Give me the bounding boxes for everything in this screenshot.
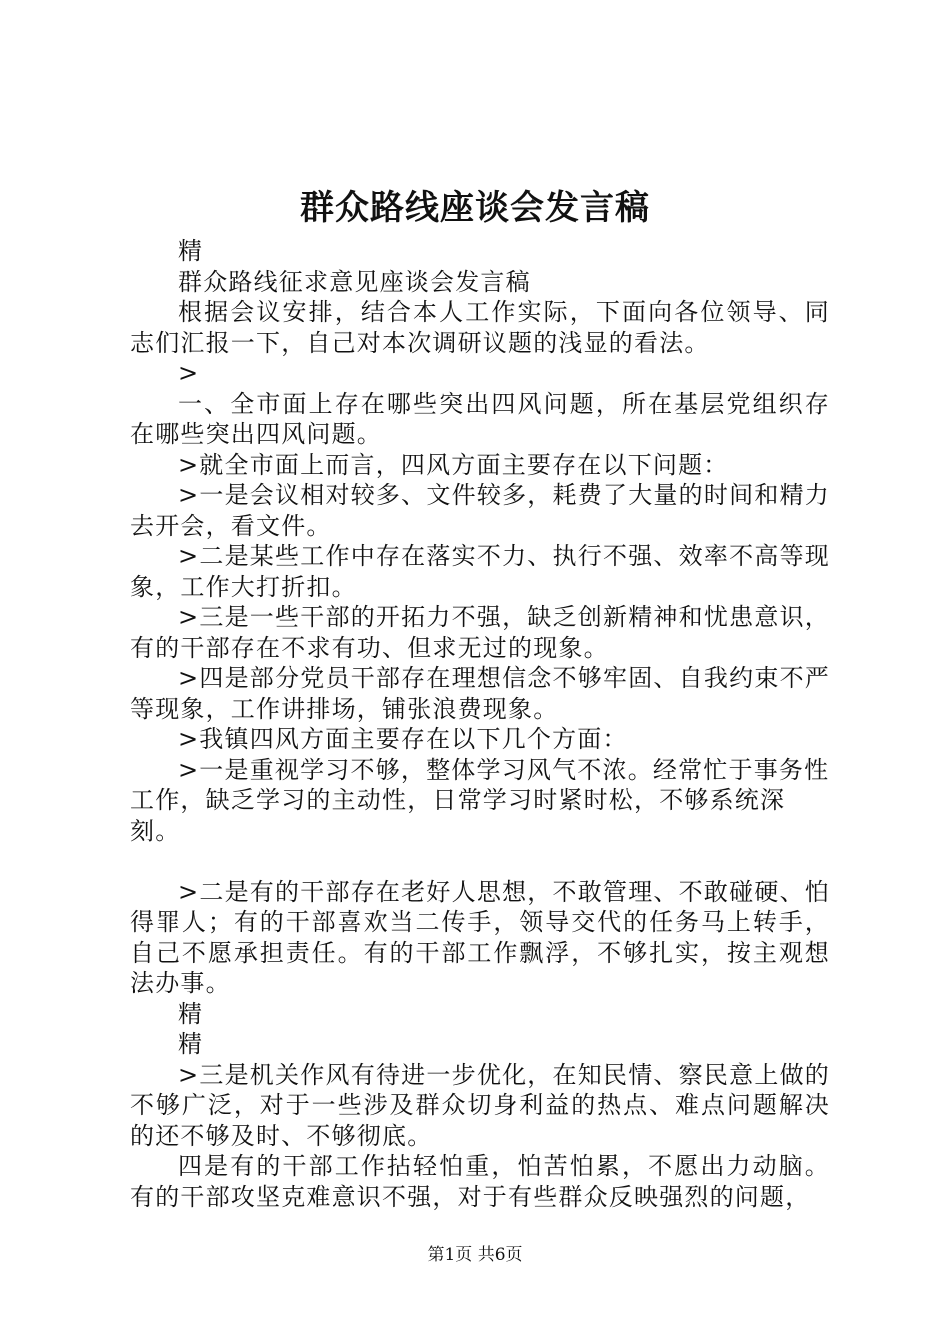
paragraph: 精 — [178, 237, 204, 265]
blank-line — [130, 846, 830, 877]
paragraph: >二是有的干部存在老好人思想，不敢管理、不敢碰硬、怕得罪人；有的干部喜欢当二传手，领导交代的任务马上转手，自己不愿承担责任。有的干部工作飘浮，不够扎实，按主观想法办事。 — [130, 877, 830, 997]
paragraph: 精 — [178, 999, 204, 1028]
paragraph: > — [178, 359, 200, 387]
paragraph: >一是会议相对较多、文件较多，耗费了大量的时间和精力去开会，看文件。 — [130, 481, 830, 540]
paragraph: 根据会议安排，结合本人工作实际，下面向各位领导、同志们汇报一下，自己对本次调研议题的浅显的看法。 — [130, 298, 830, 357]
paragraph: >一是重视学习不够，整体学习风气不浓。经常忙于事务性工作，缺乏学习的主动性，日常学习时紧时松，不够系统深刻。 — [130, 755, 830, 845]
paragraph: >我镇四风方面主要存在以下几个方面： — [178, 725, 628, 753]
paragraph: 四是有的干部工作拈轻怕重，怕苦怕累，不愿出力动脑。有的干部攻坚克难意识不强，对于有些群众反映强烈的问题， — [130, 1152, 830, 1211]
paragraph: >二是某些工作中存在落实不力、执行不强、效率不高等现象，工作大打折扣。 — [130, 542, 830, 601]
document-title: 群众路线座谈会发言稿 — [300, 188, 650, 228]
paragraph: 群众路线征求意见座谈会发言稿 — [178, 267, 531, 296]
paragraph: >三是一些干部的开拓力不强，缺乏创新精神和忧患意识，有的干部存在不求有功、但求无过的现象。 — [130, 603, 830, 662]
paragraph: >就全市面上而言，四风方面主要存在以下问题： — [178, 450, 729, 479]
document-body — [130, 236, 830, 1212]
page-footer: 第1页 共6页 — [427, 1245, 523, 1265]
paragraph: >三是机关作风有待进一步优化，在知民情、察民意上做的不够广泛，对于一些涉及群众切身利益的热点、难点问题解决的还不够及时、不够彻底。 — [130, 1060, 830, 1150]
paragraph: >四是部分党员干部存在理想信念不够牢固、自我约束不严等现象，工作讲排场，铺张浪费现象。 — [130, 664, 830, 723]
paragraph: 一、全市面上存在哪些突出四风问题，所在基层党组织存在哪些突出四风问题。 — [130, 389, 830, 448]
paragraph: 精 — [178, 1030, 204, 1058]
